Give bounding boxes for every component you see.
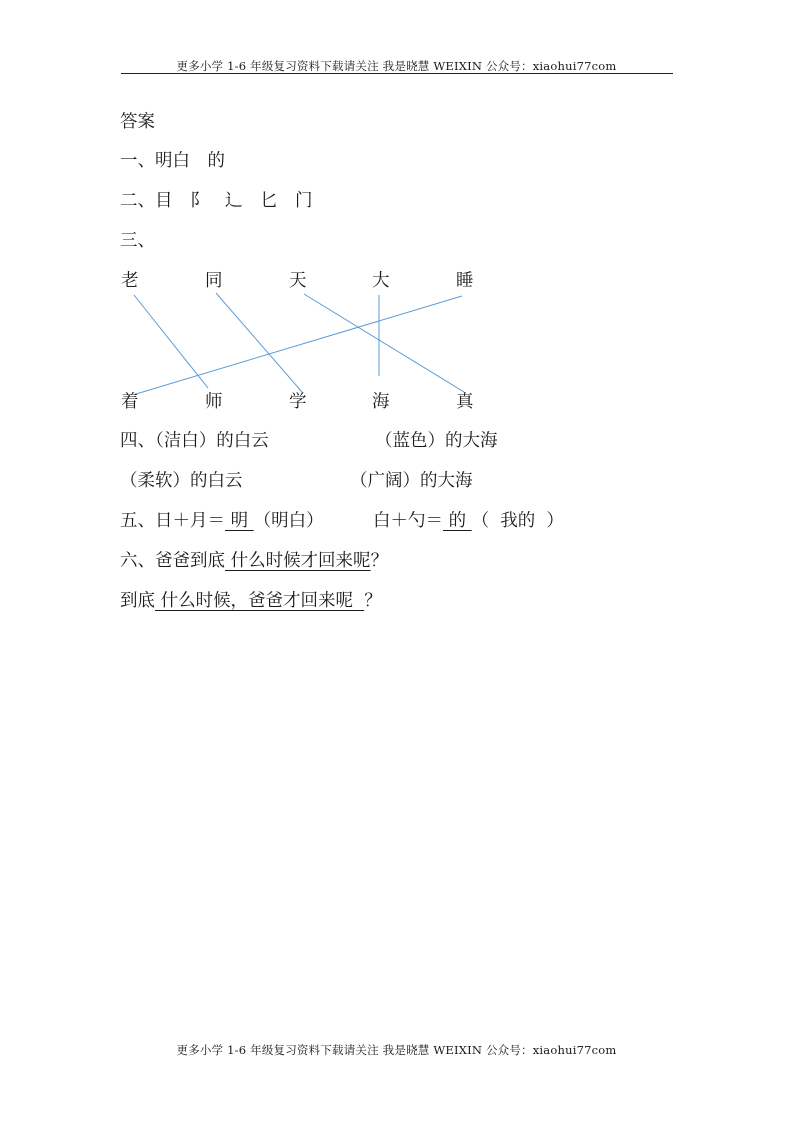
answer-1: 一、明白 的 [120,151,225,171]
answer-4-a2: （蓝色）的大海 [375,431,498,451]
match-line [304,294,464,392]
answer-5-prefix: 五、日＋月＝ [120,511,225,531]
match-bottom-char: 海 [372,392,390,412]
answer-5-blank-2: 的 [443,511,472,531]
match-top-char: 睡 [456,271,474,291]
answer-3-label: 三、 [120,231,155,251]
answer-5-note-2: （ 我的 ） [471,511,564,531]
answer-4-a1: 四、（洁白）的白云 [120,431,269,451]
answer-5-left [120,509,324,533]
answer-7 [120,589,382,613]
answer-6-prefix: 六、爸爸到底 [120,551,225,571]
answer-5-mid: 白＋勺＝ [373,511,443,531]
match-top-char: 天 [289,271,307,291]
match-bottom-char: 真 [456,392,474,412]
answer-4-b2: （广阔）的大海 [350,471,473,491]
answer-title: 答案 [120,112,155,132]
answer-7-suffix: ？ [364,591,382,611]
answer-5-right [373,509,564,533]
answer-7-blank: 什么时候，爸爸才回来呢 [155,591,365,611]
match-bottom-char: 师 [205,392,223,412]
answer-2: 二、目 阝 辶 匕 门 [120,191,313,211]
answer-6 [120,549,388,573]
match-top-char: 同 [205,271,223,291]
match-line [136,296,462,394]
answer-7-prefix: 到底 [120,591,155,611]
answer-5-note-1: （明白） [253,511,324,531]
answer-6-suffix: ？ [370,551,389,571]
answer-6-blank: 什么时候才回来呢 [225,551,371,571]
answer-5-blank-1: 明 [225,511,254,531]
match-top-char: 大 [372,271,390,291]
match-bottom-char: 学 [289,392,307,412]
page-footer: 更多小学 1-6 年级复习资料下载请关注 我是晓慧 WEIXIN 公众号：xiaohui77com [176,1043,617,1057]
match-bottom-char: 着 [121,392,139,412]
match-top-char: 老 [121,271,139,291]
page-header: 更多小学 1-6 年级复习资料下载请关注 我是晓慧 WEIXIN 公众号：xiaohui77com [176,59,617,73]
answer-4-b1: （柔软）的白云 [120,471,243,491]
match-line [216,293,302,392]
match-line [134,295,208,388]
